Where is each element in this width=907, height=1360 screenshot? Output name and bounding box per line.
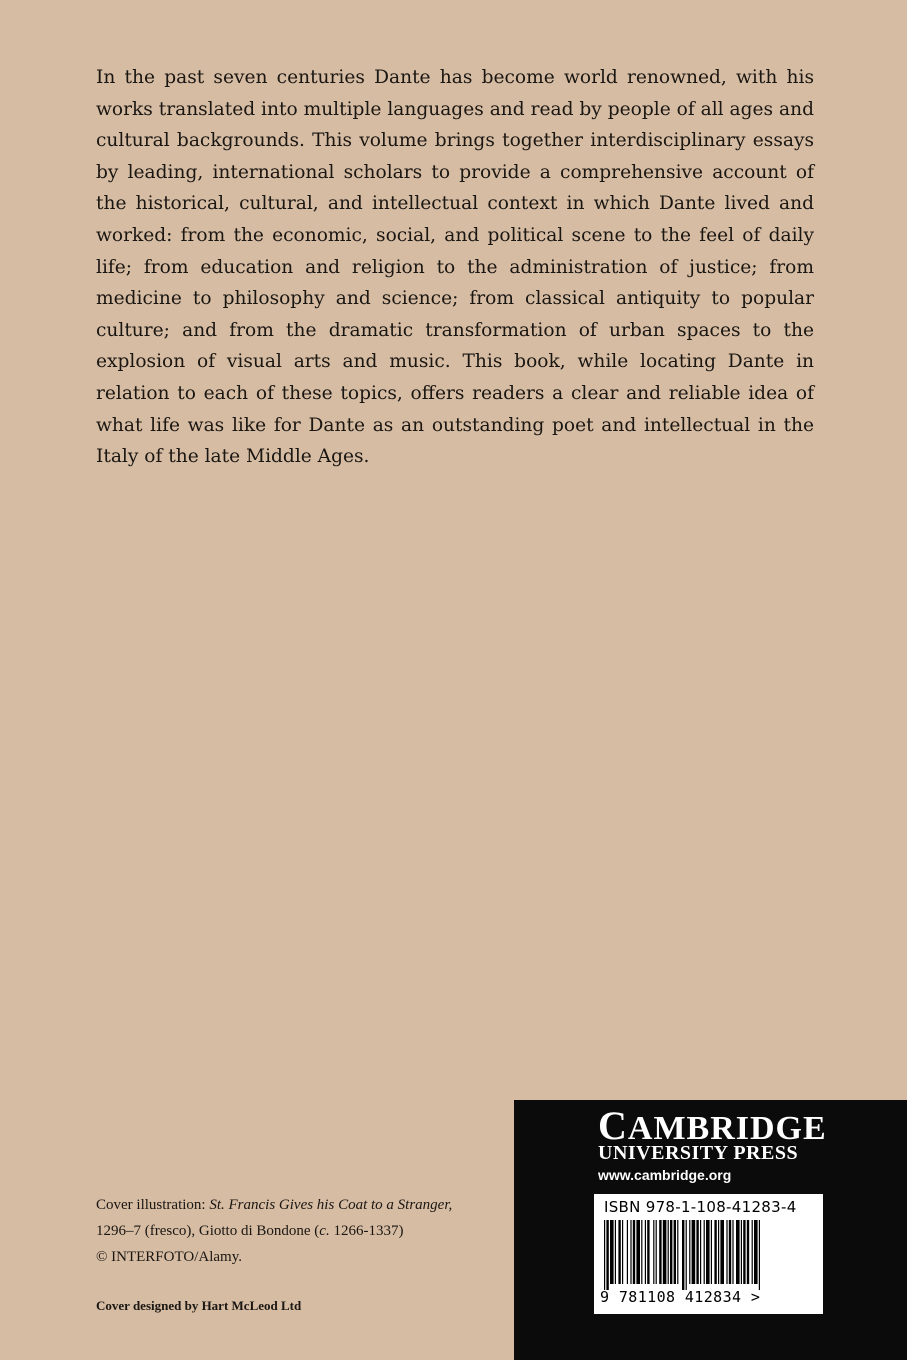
cover-designer-credit: Cover designed by Hart McLeod Ltd <box>96 1298 302 1313</box>
artwork-details: 1296–7 (fresco), Giotto di Bondone ( <box>96 1223 320 1239</box>
barcode-bar <box>677 1220 678 1284</box>
barcode-bar <box>682 1220 684 1290</box>
credit-label: Cover illustration: <box>96 1197 206 1213</box>
barcode-bar <box>747 1220 749 1284</box>
barcode-bar <box>689 1220 690 1284</box>
barcode-bar <box>633 1220 635 1284</box>
publisher-subtitle: UNIVERSITY PRESS <box>598 1142 799 1164</box>
barcode-bar <box>732 1220 733 1284</box>
artwork-title: St. Francis Gives his Coat to a Stranger, <box>209 1197 453 1213</box>
artwork-dates: 1266-1337) <box>329 1223 404 1239</box>
cover-blurb: In the past seven centuries Dante has become world renowned, with his works translated into multiple languages and read by people of all ages and cultural backgrounds. This volume brings together interdisciplinary essays by leading, international scholars to provide a comprehensive account of the historical, cultural, and intellectual context in which Dante lived and worked: from the economic, social, and political scene to the feel of daily life; from education and religion to the administration of justice; from medicine to philosophy and science; from classical antiquity to popular culture; and from the dramatic transformation of urban spaces to the explosion of visual arts and music. This book, while locating Dante in relation to each of these topics, offers readers a clear and reliable idea of what life was like for Dante as an outstanding poet and intellectual in the Italy of the late Middle Ages. <box>96 67 814 468</box>
barcode-bar <box>604 1220 605 1290</box>
barcode-bar <box>645 1220 646 1284</box>
barcode-bar <box>622 1220 623 1284</box>
barcode-bar <box>754 1220 758 1284</box>
barcode-bar <box>720 1220 724 1284</box>
barcode-bar <box>653 1220 654 1284</box>
barcode-bar <box>704 1220 705 1284</box>
barcode-bar <box>674 1220 676 1284</box>
publisher-url: www.cambridge.org <box>598 1167 732 1183</box>
barcode-bar <box>696 1220 698 1284</box>
publisher-block <box>514 1100 907 1360</box>
barcode-bar <box>692 1220 696 1284</box>
barcode-bar <box>663 1220 667 1284</box>
barcode-bar <box>636 1220 640 1284</box>
barcode-bar <box>711 1220 712 1284</box>
barcode-bar <box>714 1220 716 1284</box>
barcode-bar <box>759 1220 760 1290</box>
barcode-bar <box>615 1220 616 1284</box>
barcode-bar <box>630 1220 631 1284</box>
barcode-bar <box>641 1220 642 1284</box>
barcode-bar <box>743 1220 745 1284</box>
barcode-bars <box>602 1220 815 1290</box>
barcode-bar <box>706 1220 710 1284</box>
barcode-bar <box>686 1220 687 1290</box>
barcode-bar <box>610 1220 614 1284</box>
image-copyright: © INTERFOTO/Alamy. <box>96 1249 242 1265</box>
cover-illustration-credit <box>96 1192 516 1270</box>
barcode-bar <box>647 1220 649 1284</box>
publisher-logo-text: CAMBRIDGE <box>598 1103 827 1148</box>
barcode-bar <box>752 1220 753 1284</box>
circa-abbrev: c. <box>319 1223 330 1239</box>
barcode-bar <box>606 1220 608 1290</box>
barcode-bar <box>718 1220 719 1284</box>
barcode-bar <box>736 1220 740 1284</box>
barcode-bar <box>656 1220 657 1284</box>
barcode-bar <box>618 1220 620 1284</box>
barcode-bar <box>729 1220 731 1284</box>
barcode-bar <box>627 1220 628 1284</box>
barcode-bar <box>700 1220 701 1284</box>
barcode-digits: 9 781108 412834 > <box>600 1288 761 1306</box>
barcode-bar <box>670 1220 672 1284</box>
barcode-bar <box>668 1220 669 1284</box>
barcode-bar <box>659 1220 661 1284</box>
isbn-text: ISBN 978-1-108-41283-4 <box>604 1198 797 1216</box>
barcode-bar <box>726 1220 727 1284</box>
barcode-bar <box>741 1220 742 1284</box>
isbn-barcode <box>594 1194 823 1314</box>
